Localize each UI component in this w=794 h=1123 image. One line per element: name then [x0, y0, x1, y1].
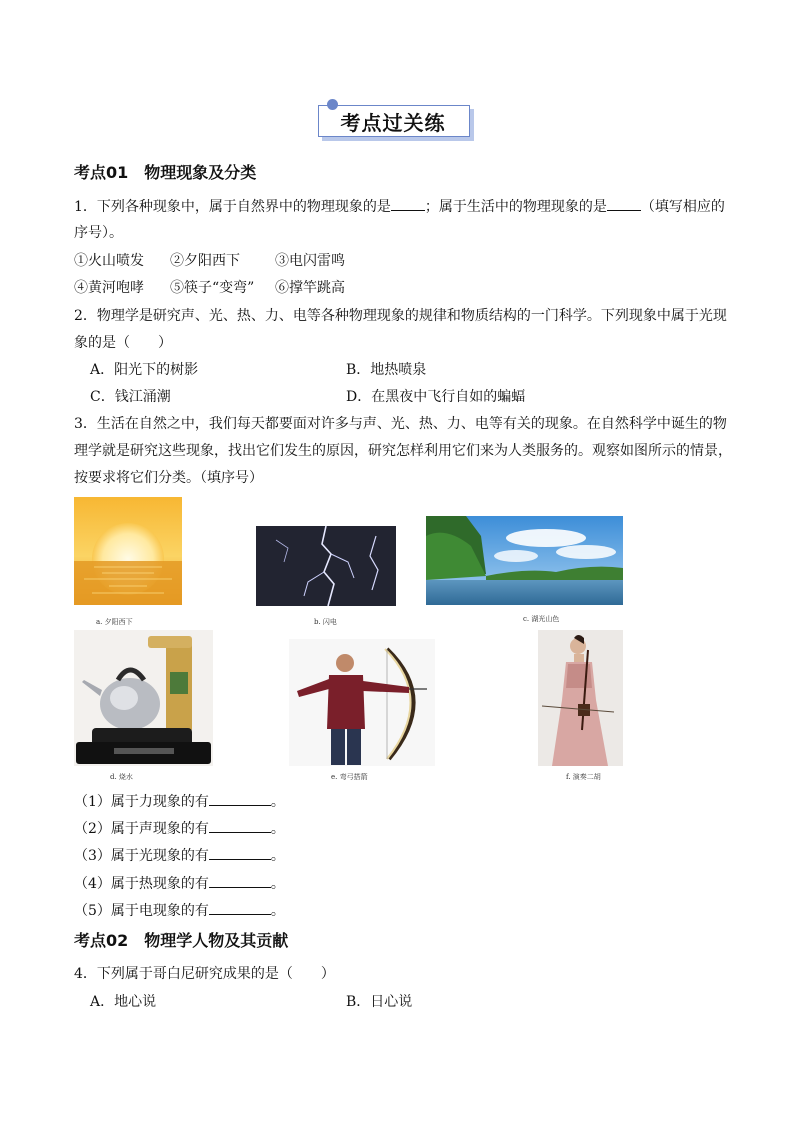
erhu-image: [538, 630, 623, 766]
q1-item-5: ⑤筷子“变弯”: [170, 280, 255, 296]
q1-blank-2[interactable]: [607, 198, 641, 211]
caption-c: c. 湖光山色: [523, 615, 560, 623]
sunset-image: [74, 497, 182, 605]
q1-blank-1[interactable]: [391, 198, 425, 211]
q4-option-b[interactable]: B．日心说: [346, 994, 413, 1010]
q3-sub-2-period: 。: [270, 821, 285, 837]
q3-sub-1: [74, 791, 285, 811]
q3-sub-4: [74, 873, 285, 893]
kettle-image: [74, 630, 213, 766]
q3-sub-2-text: （2）属于声现象的有: [74, 821, 209, 837]
q3-line2: 理学就是研究这些现象，找出它们发生的原因，研究怎样利用它们来为人类服务的。观察如图所示的情景，: [74, 443, 732, 459]
caption-f: f. 演奏二胡: [566, 773, 601, 781]
caption-a: a. 夕阳西下: [96, 618, 133, 626]
q3-sub-1-period: 。: [270, 794, 285, 810]
section2-heading: 考点02 物理学人物及其贡献: [74, 931, 289, 950]
q3-sub-4-period: 。: [270, 876, 285, 892]
q3-sub-2-blank[interactable]: [209, 820, 271, 833]
q3-sub-1-text: （1）属于力现象的有: [74, 794, 209, 810]
q3-sub-2: [74, 818, 285, 838]
banner-title: 考点过关练: [340, 111, 446, 135]
q3-sub-3-text: （3）属于光现象的有: [74, 848, 209, 864]
q1-item-4: ④黄河咆哮: [74, 280, 144, 296]
section1-heading: 考点01 物理现象及分类: [74, 163, 257, 182]
q1-item-3: ③电闪雷鸣: [275, 253, 345, 269]
q1-text-c: （填写相应的: [640, 199, 725, 215]
q1-item-6: ⑥撑竿跳高: [275, 280, 345, 296]
archer-image: [289, 639, 435, 766]
q3-sub-5: [74, 900, 285, 920]
q2-option-c[interactable]: C．钱江涌潮: [90, 389, 171, 405]
caption-e: e. 弯弓搭箭: [331, 773, 368, 781]
q3-sub-3-period: 。: [270, 848, 285, 864]
q2-line2: 象的是（ ）: [74, 335, 172, 351]
lightning-image: [256, 526, 396, 606]
q1-item-2: ②夕阳西下: [170, 253, 240, 269]
q2-option-d[interactable]: D．在黑夜中飞行自如的蝙蝠: [346, 389, 526, 405]
q3-sub-1-blank[interactable]: [209, 793, 271, 806]
q3-sub-3-blank[interactable]: [209, 847, 271, 860]
caption-d: d. 烧水: [110, 773, 133, 781]
q1-line2: 序号）。: [74, 225, 123, 241]
q3-sub-5-text: （5）属于电现象的有: [74, 903, 209, 919]
section-banner: [318, 105, 472, 141]
q3-sub-4-blank[interactable]: [209, 875, 271, 888]
q2-line1: 2．物理学是研究声、光、热、力、电等各种物理现象的规律和物质结构的一门科学。下列现象中属于光现: [74, 308, 727, 324]
q1-text-a: 1．下列各种现象中，属于自然界中的物理现象的是: [74, 199, 391, 215]
q1-text-b: ；属于生活中的物理现象的是: [424, 199, 607, 215]
q1-item-1: ①火山喷发: [74, 253, 144, 269]
q2-option-a[interactable]: A．阳光下的树影: [90, 362, 199, 378]
q3-sub-5-period: 。: [270, 903, 285, 919]
q4-option-a[interactable]: A．地心说: [90, 994, 157, 1010]
caption-b: b. 闪电: [314, 618, 337, 626]
q3-line3: 按要求将它们分类。（填序号）: [74, 470, 263, 486]
q3-sub-4-text: （4）属于热现象的有: [74, 876, 209, 892]
q2-option-b[interactable]: B．地热喷泉: [346, 362, 427, 378]
q3-line1: 3．生活在自然之中，我们每天都要面对许多与声、光、热、力、电等有关的现象。在自然科学中诞生的物: [74, 416, 727, 432]
q3-sub-3: [74, 845, 285, 865]
q3-sub-5-blank[interactable]: [209, 902, 271, 915]
q4-line1: 4．下列属于哥白尼研究成果的是（ ）: [74, 966, 335, 982]
q1-line1: [74, 196, 725, 216]
lake-image: [426, 516, 623, 605]
